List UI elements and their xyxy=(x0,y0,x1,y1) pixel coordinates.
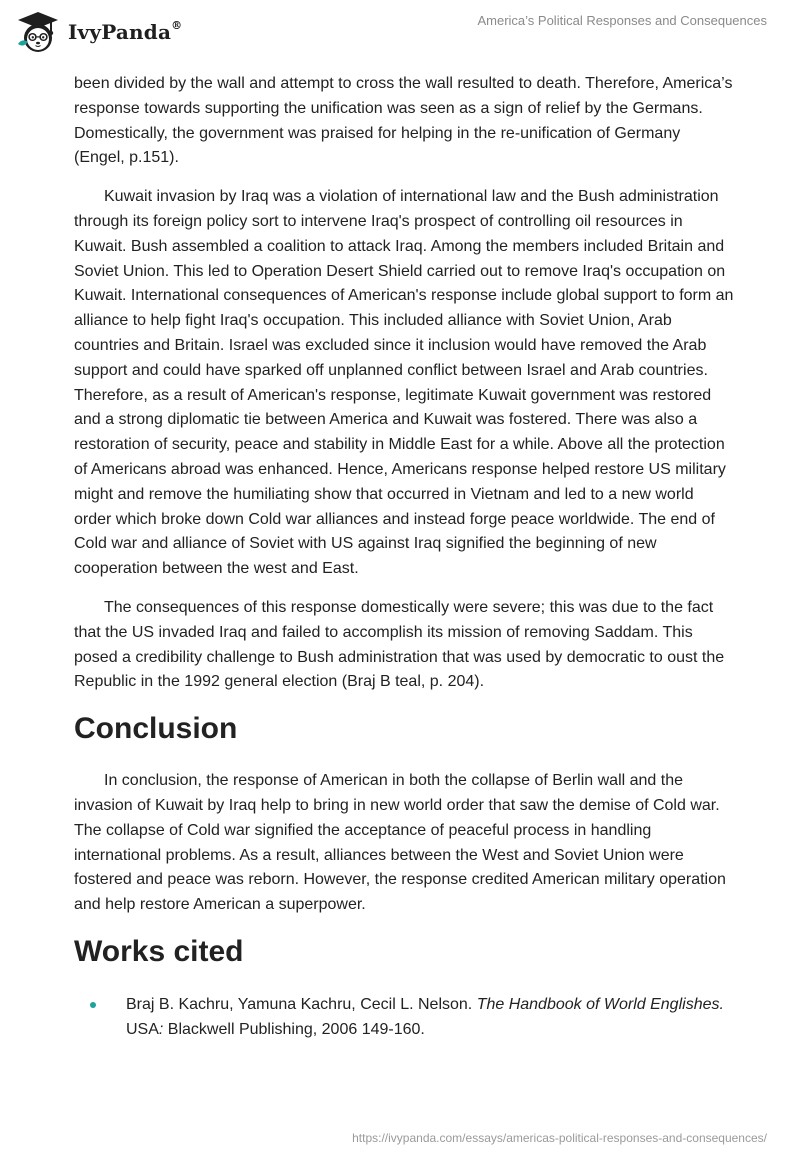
conclusion-heading: Conclusion xyxy=(74,712,238,746)
document-title: America’s Political Responses and Consequences xyxy=(477,13,767,28)
conclusion-paragraph: In conclusion, the response of American in both the collapse of Berlin wall and the invasion of Kuwait by Iraq help to bring in new world order that saw the demise of Cold war. The collapse of Cold war signified the acceptance of peaceful process in handling international problems. As a result, alliances between the West and Soviet Union were fostered and peace was reborn. However, the response credited American military operation and help restore American a superpower. xyxy=(74,772,726,914)
citation-publisher: Blackwell Publishing, 2006 149-160. xyxy=(163,1020,425,1038)
page-header xyxy=(0,0,800,70)
bullet-icon xyxy=(90,1002,96,1008)
brand-name: IvyPanda® xyxy=(68,19,183,44)
citation-place: USA xyxy=(126,1020,159,1038)
citation-colon: : xyxy=(158,1020,164,1038)
brand-logo[interactable] xyxy=(14,8,182,56)
works-cited-heading: Works cited xyxy=(74,934,244,968)
source-url[interactable]: https://ivypanda.com/essays/americas-political-responses-and-consequences/ xyxy=(352,1131,767,1145)
paragraph: The consequences of this response domestically were severe; this was due to the fact that the US invaded Iraq and failed to accomplish its mission of removing Saddam. This posed a credibility challenge to Bush administration that was used by democratic to oust the Republic in the 1992 general election (Braj B teal, p. 204). xyxy=(74,598,725,691)
essay-body xyxy=(74,72,734,1042)
citation-item xyxy=(74,992,734,1042)
paragraph: been divided by the wall and attempt to cross the wall resulted to death. Therefore, America’s response towards supporting the unification was seen as a sign of relief by the Germans. Domestically, the government was praised for helping in the re-unification of Germany (Engel, p.151). xyxy=(74,75,733,167)
citation-title: The Handbook of World Englishes. xyxy=(476,995,724,1013)
panda-graduate-icon xyxy=(14,8,62,56)
paragraph: Kuwait invasion by Iraq was a violation of international law and the Bush administration through its foreign policy sort to intervene Iraq's prospect of controlling oil resources in Kuwait. Bush assembled a coalition to attack Iraq. Among the members included Britain and Soviet Union. This led to Operation Desert Shield carried out to remove Iraq's occupation on Kuwait. International consequences of American's response include global support to form an alliance to help fight Iraq's occupation. This included alliance with Soviet Union, Arab countries and Britain. Israel was excluded since it inclusion would have removed the Arab support and could have sparked off unplanned conflict between Israel and Arab countries. Therefore, as a result of American's response, legitimate Kuwait government was restored and a strong diplomatic tie between America and Kuwait was fostered. There was also a restoration of security, peace and stability in Middle East for a while. Above all the protection of Americans abroad was enhanced. Hence, Americans response helped restore US military might and remove the humiliating show that occurred in Vietnam and led to a new world order which broke down Cold war alliances and instead forge peace worldwide. The end of Cold war and alliance of Soviet with US against Iraq signified the beginning of new cooperation between the west and East. xyxy=(74,188,734,578)
works-cited-list xyxy=(74,992,734,1042)
citation-authors: Braj B. Kachru, Yamuna Kachru, Cecil L. Nelson. xyxy=(126,995,477,1013)
